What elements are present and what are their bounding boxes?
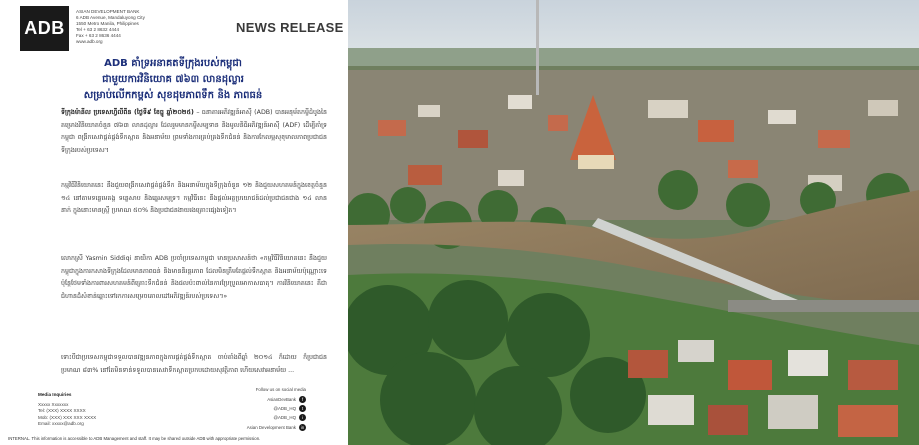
press-release-document <box>0 0 346 445</box>
social-label: Asian Development Bank <box>246 424 296 430</box>
media-email-link[interactable]: Email: xxxxx@adb.org <box>38 421 84 426</box>
social-heading: Follow us on social media <box>255 387 306 393</box>
paragraph-text: – ធនាគារអភិវឌ្ឍន៍អាស៊ី (ADB) បានអនុម័តកម្ចីដំបូងនៃគម្រោងវិនិយោគចំនួន ៧៦៣ លានដុល្លារ ដែលរួមមានកម្ចីសម្បទាន និងមូលនិធិអភិវឌ្ឍន៍អាស៊ី (ADF) ដើម្បីគាំទ្រកម្ពុជា ពង្រីកសេវាផ្គត់ផ្គង់ទឹកស្អាត និងអនាម័យ ព្រមទាំងការគ្រប់គ្រងទឹកជំនន់ និងការកែលម្អសុខុមាលភាពប្រជាជនទីក្រុងរបស់ប្រទេស។ <box>61 109 327 154</box>
footer-disclaimer: INTERNAL. This information is accessible to ADB Management and staff. It may be shared outside ADB with appropriate permission. <box>8 436 261 441</box>
social-item-linkedin[interactable] <box>200 423 306 432</box>
media-contact-line: Mob: (XXX) XXX XXX XXXX <box>38 414 97 420</box>
linkedin-icon: in <box>300 424 305 430</box>
address-line: Tel + 63 2 8632 4444 <box>76 27 120 32</box>
twitter-icon: t <box>299 405 306 412</box>
release-title <box>20 56 326 104</box>
antenna-tower <box>536 0 539 95</box>
title-line: ជាមួយការវិនិយោគ ៧៦៣ លានដុល្លារ <box>102 74 244 85</box>
title-line: ADB គាំទ្រអនាគតទីក្រុងរបស់កម្ពុជា <box>104 58 242 69</box>
body-paragraph <box>61 107 327 169</box>
paragraph-text: កម្មវិធីវិនិយោគនេះ នឹងជួយពង្រីកសេវាផ្គត់ផ្គង់ទឹក និងអនាម័យក្នុងទីក្រុងចំនួន ១២ និងជួយសហគមន៍ក្នុងខេត្តចំនួន ១៤ នៅតាមទន្លេមេគង្គ ទន្លេសាប និងឆ្នេរសមុទ្រ។ កម្មវិធីនេះ នឹងផ្តល់អត្ថប្រយោជន៍ដល់ប្រជាជនជាង ១៤ លាននាក់ ក្នុងនោះមានស្ត្រី ប្រមាណ ៥០% និងប្រជាជនងាយរងគ្រោះផ្សេងទៀត។ <box>61 182 327 215</box>
title-line: សម្រាប់លើកកម្ពស់ សុខដុមភាពទឹក និង ភាពធន់ <box>83 90 263 101</box>
address-line: 1550 Metro Manila, Philippines <box>76 21 139 26</box>
facebook-icon: f <box>299 396 306 403</box>
address-line: 6 ADB Avenue, Mandaluyong City <box>76 15 145 20</box>
social-item-twitter[interactable] <box>200 404 306 413</box>
media-contact-line: Tel: (XXX) XXXX XXXX <box>38 408 86 413</box>
media-inquiries-heading: Media Inquiries <box>38 392 72 397</box>
road <box>728 300 919 312</box>
adb-address-block <box>76 9 145 45</box>
aerial-city-photo <box>348 0 919 445</box>
news-release-heading: NEWS RELEASE <box>236 20 344 35</box>
adb-logo: ADB <box>20 6 69 51</box>
paragraph-text: ទោះបីជាប្រទេសកម្ពុជាទទួលបានវឌ្ឍនភាពក្នុងការផ្គត់ផ្គង់ទឹកស្អាត ចាប់តាំងពីឆ្នាំ ២០១៤ ក៏ដោយ ក៏ប្រជាជនប្រមាណ ៨៣% នៅតែមិនទាន់ទទួលបានសេវាទឹកស្អាតប្រកបដោយសុវត្ថិភាព ហើយសេវាអនាម័យ ... <box>61 354 327 374</box>
social-item-facebook[interactable] <box>200 394 306 403</box>
media-contact-line: Xxxxx Xxxxxxx <box>38 401 69 407</box>
social-label: AsianDevBank <box>267 396 296 402</box>
address-line: ASIAN DEVELOPMENT BANK <box>76 9 140 14</box>
media-inquiries <box>38 392 96 428</box>
body-paragraph <box>61 253 327 341</box>
release-body <box>61 107 327 401</box>
social-item-instagram[interactable] <box>200 413 306 422</box>
paragraph-text: លោកស្រី Yasmin Siddiqi នាយិកា ADB ប្រចាំប្រទេសកម្ពុជា មានប្រសាសន៍ថា «កម្មវិធីវិនិយោគនេះ នឹងជួយកម្ពុជាក្នុងការកសាងទីក្រុងដែលមានភាពធន់ និងមាននិរន្តរភាព ដែលមិនត្រឹមតែផ្តល់ទឹកស្អាត និងអនាម័យប៉ុណ្ណោះទេ ប៉ុន្តែថែមទាំងការពារសហគមន៍ពីគ្រោះទឹកជំនន់ និងផលប៉ះពាល់នៃការប្រែប្រួលអាកាសធាតុ។ ការវិនិយោគនេះ គឺជាជំហានដ៏សំខាន់ឆ្ពោះទៅរកការសម្រេចគោលដៅអភិវឌ្ឍន៍របស់ប្រទេស។» <box>61 255 327 300</box>
website-link[interactable]: www.adb.org <box>76 39 103 44</box>
dateline: ទីក្រុងម៉ានីល ប្រទេសហ្វីលីពីន (ថ្ងៃទី៩ ខែធ្នូ ឆ្នាំ២០២៥) <box>61 109 194 116</box>
body-paragraph <box>61 180 327 242</box>
aerial-photo-illustration <box>348 0 919 445</box>
social-media-block <box>200 385 306 432</box>
social-label: @ADB_HQ <box>273 415 296 421</box>
social-label: @ADB_HQ <box>273 405 296 411</box>
instagram-icon: i <box>299 414 306 421</box>
temple-base <box>578 155 614 169</box>
address-line: Fax + 63 2 8636 4444 <box>76 33 121 38</box>
